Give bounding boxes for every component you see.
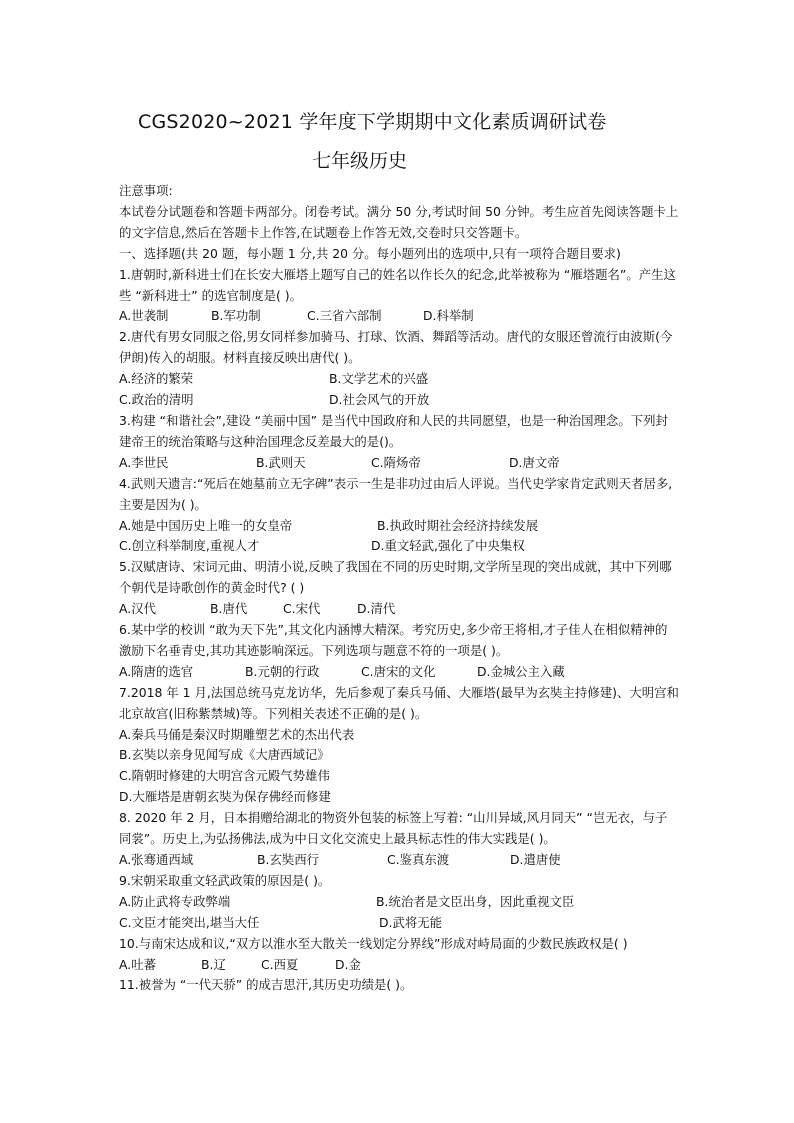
- option: C.西夏: [261, 956, 299, 972]
- option: C.宋代: [283, 601, 321, 617]
- option: C.鉴真东渡: [387, 852, 450, 867]
- option: A.经济的繁荣: [119, 371, 194, 387]
- option: C.三省六部制: [307, 308, 382, 324]
- notice-heading: 注意事项:: [119, 183, 173, 198]
- question-options: [119, 516, 679, 537]
- option: A.她是中国历史上唯一的女皇帝: [119, 517, 293, 533]
- question-options: [119, 536, 679, 557]
- question-stem: 10.与南宋达成和议,“双方以淮水至大散关一线划定分界线”形成对峙局面的少数民族政权是( ): [119, 935, 628, 951]
- option: D.金: [335, 956, 361, 972]
- question-options: [119, 850, 679, 871]
- option: D.清代: [357, 601, 396, 617]
- question-options: [119, 599, 679, 620]
- option: B.唐代: [210, 601, 248, 617]
- question-stem: 8. 2020 年 2 月，日本捐赠给湖北的物资外包装的标签上写着: “山川异域,风月同天” “岂无衣，与子同裳”。历史上,为弘扬佛法,成为中日文化交流史上最具标志性的伟大实践是( )。: [119, 810, 668, 847]
- option: B.武则天: [256, 454, 306, 470]
- question-options: [119, 453, 679, 474]
- option: A.隋唐的选官: [119, 663, 194, 679]
- option: A.世袭制: [119, 308, 169, 324]
- option: D.重文轻武,强化了中央集权: [371, 538, 525, 554]
- option: B.统治者是文臣出身，因此重视文臣: [376, 893, 575, 909]
- option: D.武将无能: [379, 914, 443, 930]
- question-options: [119, 369, 679, 390]
- option: A.防止武将专政弊端: [119, 893, 231, 909]
- option: C.文臣才能突出,堪当大任: [119, 914, 260, 930]
- question-stem: 1.唐朝时,新科进士们在长安大雁塔上题写自己的姓名以作长久的纪念,此举被称为 “雁塔题名”。产生这些 “新科进士” 的选官制度是( )。: [119, 266, 676, 303]
- exam-title: CGS2020~2021 学年度下学期期中文化素质调研试卷: [138, 111, 607, 133]
- question-stem: 9.宋朝采取重文轻武政策的原因是( )。: [119, 872, 331, 888]
- question-stem: 6.某中学的校训 “敢为天下先”,其文化内涵博大精深。考究历史,多少帝王将相,才子佳人在相似精神的激励下名垂青史,其功其迹影响深远。下列选项与题意不符的一项是( )。: [119, 622, 668, 658]
- exam-subtitle: 七年级历史: [312, 150, 408, 172]
- question-options: [119, 662, 679, 683]
- option: D.金城公主入藏: [477, 663, 565, 679]
- question-options: [119, 955, 679, 976]
- option: D.唐文帝: [509, 454, 560, 470]
- question-stem: 5.汉赋唐诗、宋词元曲、明清小说,反映了我国在不同的历史时期,文学所呈现的突出成就，其中下列哪个朝代是诗歌创作的黄金时代? ( ): [119, 559, 672, 596]
- option: A.秦兵马俑是秦汉时期雕塑艺术的杰出代表: [119, 726, 355, 742]
- option: A.李世民: [119, 454, 169, 470]
- question-stem: 3.构建 “和谐社会”,建设 “美丽中国” 是当代中国政府和人民的共同愿望，也是一种治国理念。下列封建帝王的统治策略与这种治国理念反差最大的是()。: [119, 412, 668, 449]
- option: B.元朝的行政: [245, 663, 320, 679]
- section-heading: 一、选择题(共 20 题，每小题 1 分,共 20 分。每小题列出的选项中,只有一项符合题目要求): [119, 245, 621, 261]
- option: D.大雁塔是唐朝玄奘为保存佛经而修建: [119, 789, 331, 805]
- exam-body: [119, 181, 679, 996]
- option: A.汉代: [119, 601, 156, 617]
- option: B.军功制: [211, 308, 261, 324]
- option: D.遣唐使: [510, 852, 561, 867]
- option: C.创立科举制度,重视人才: [119, 538, 260, 554]
- question-options: [119, 390, 679, 411]
- question-stem: 7.2018 年 1 月,法国总统马克龙访华，先后参观了秦兵马俑、大雁塔(最早为玄奘主持修建)、大明宫和北京故宫(旧称紫禁城)等。下列相关表述不正确的是( )。: [119, 684, 679, 721]
- option: B.辽: [201, 956, 226, 972]
- question-stem: 11.被誉为 “一代天骄” 的成吉思汗,其历史功绩是( )。: [119, 977, 413, 993]
- option: D.社会风气的开放: [329, 392, 430, 408]
- option: B.执政时期社会经济持续发展: [377, 517, 539, 533]
- question-stem: 4.武则天遗言:“死后在她墓前立无字碑”表示一生是非功过由后人评说。当代史学家肯定武则天者居多,主要是因为( )。: [119, 475, 673, 512]
- option: C.隋炀帝: [371, 454, 421, 470]
- option: C.政治的清明: [119, 392, 194, 408]
- option: A.张骞通西域: [119, 852, 194, 867]
- option: B.玄奘以亲身见闻写成《大唐西域记》: [119, 747, 330, 763]
- option: D.科举制: [423, 308, 474, 324]
- option: B.文学艺术的兴盛: [329, 371, 429, 387]
- option: A.吐蕃: [119, 956, 156, 972]
- option: B.玄奘西行: [257, 852, 320, 867]
- option: C.隋朝时修建的大明宫含元殿气势雄伟: [119, 768, 330, 784]
- notice-text: 本试卷分试题卷和答题卡两部分。闭卷考试。满分 50 分,考试时间 50 分钟。考生应首先阅读答题卡上的文字信息,然后在答题卡上作答,在试题卷上作答无效,交卷时只交答题卡。: [119, 203, 679, 240]
- question-options: [119, 913, 679, 934]
- option: C.唐宋的文化: [361, 663, 436, 679]
- question-options: [119, 892, 679, 913]
- question-stem: 2.唐代有男女同服之俗,男女同样参加骑马、打球、饮酒、舞蹈等活动。唐代的女服还曾流行由波斯(今伊朗)传入的胡服。材料直接反映出唐代( )。: [119, 329, 673, 366]
- question-options: [119, 306, 679, 327]
